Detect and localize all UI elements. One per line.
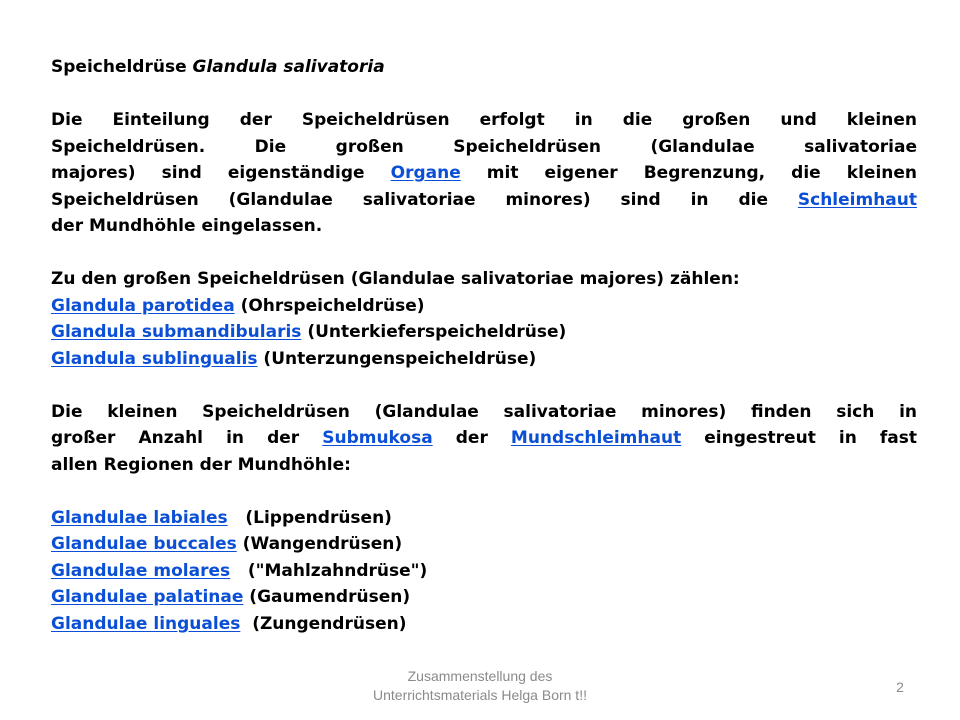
link-glandulae-palatinae[interactable]: Glandulae palatinae: [51, 587, 244, 607]
major-glands-section: [51, 266, 917, 372]
link-mundschleimhaut[interactable]: Mundschleimhaut: [510, 428, 682, 448]
minor-line-3: allen Regionen der Mundhöhle:: [51, 454, 351, 475]
link-schleimhaut[interactable]: Schleimhaut: [797, 189, 917, 210]
minor-glands-paragraph: [51, 399, 917, 479]
page-title: [51, 54, 917, 81]
major-gland-item: Glandula submandibularis (Unterkieferspeicheldrüse): [51, 322, 567, 342]
intro-paragraph: [51, 107, 917, 240]
link-glandula-sublingualis[interactable]: Glandula sublingualis: [51, 348, 258, 369]
footer-line-1: Zusammenstellung des: [407, 668, 553, 684]
minor-gland-item: Glandulae molares ("Mahlzahndrüse"): [51, 560, 428, 581]
minor-gland-item: Glandulae linguales (Zungendrüsen): [51, 613, 407, 634]
slide-content: [51, 54, 917, 637]
title-latin: Glandula salivatoria: [192, 57, 385, 77]
minor-gland-item: Glandulae palatinae (Gaumendrüsen): [51, 587, 411, 607]
title-german: Speicheldrüse: [51, 57, 193, 77]
major-gland-item: Glandula sublingualis (Unterzungenspeicheldrüse): [51, 348, 537, 369]
footer-line-2: Unterrichtsmaterials Helga Born t!!: [373, 687, 587, 703]
link-glandula-submandibularis[interactable]: Glandula submandibularis: [51, 322, 302, 342]
major-gland-item: Glandula parotidea (Ohrspeicheldrüse): [51, 295, 425, 316]
link-submukosa[interactable]: Submukosa: [322, 428, 433, 448]
minor-gland-item: Glandulae buccales (Wangendrüsen): [51, 534, 403, 554]
link-glandulae-molares[interactable]: Glandulae molares: [51, 560, 231, 581]
minor-line-2: großer Anzahl in der Submukosa der Mundschleimhaut eingestreut in fast: [51, 428, 918, 448]
link-glandula-parotidea[interactable]: Glandula parotidea: [51, 295, 235, 316]
link-glandulae-linguales[interactable]: Glandulae linguales: [51, 613, 241, 634]
minor-glands-list: [51, 505, 917, 638]
page-number: 2: [896, 679, 904, 695]
link-organe[interactable]: Organe: [390, 163, 461, 183]
intro-line-4: Speicheldrüsen (Glandulae salivatoriae minores) sind in die Schleimhaut: [51, 189, 917, 210]
intro-line-5: der Mundhöhle eingelassen.: [51, 216, 323, 236]
link-glandulae-buccales[interactable]: Glandulae buccales: [51, 534, 237, 554]
intro-line-3: majores) sind eigenständige Organe mit eigener Begrenzung, die kleinen: [51, 163, 918, 183]
link-glandulae-labiales[interactable]: Glandulae labiales: [51, 507, 228, 528]
intro-line-1: Die Einteilung der Speicheldrüsen erfolgt in die großen und kleinen: [51, 110, 917, 130]
minor-gland-item: Glandulae labiales (Lippendrüsen): [51, 507, 392, 528]
major-glands-heading: Zu den großen Speicheldrüsen (Glandulae salivatoriae majores) zählen:: [51, 269, 740, 289]
footer-text: [330, 667, 630, 705]
intro-line-2: Speicheldrüsen. Die großen Speicheldrüsen (Glandulae salivatoriae: [51, 136, 917, 157]
minor-line-1: Die kleinen Speicheldrüsen (Glandulae salivatoriae minores) finden sich in: [51, 401, 917, 422]
